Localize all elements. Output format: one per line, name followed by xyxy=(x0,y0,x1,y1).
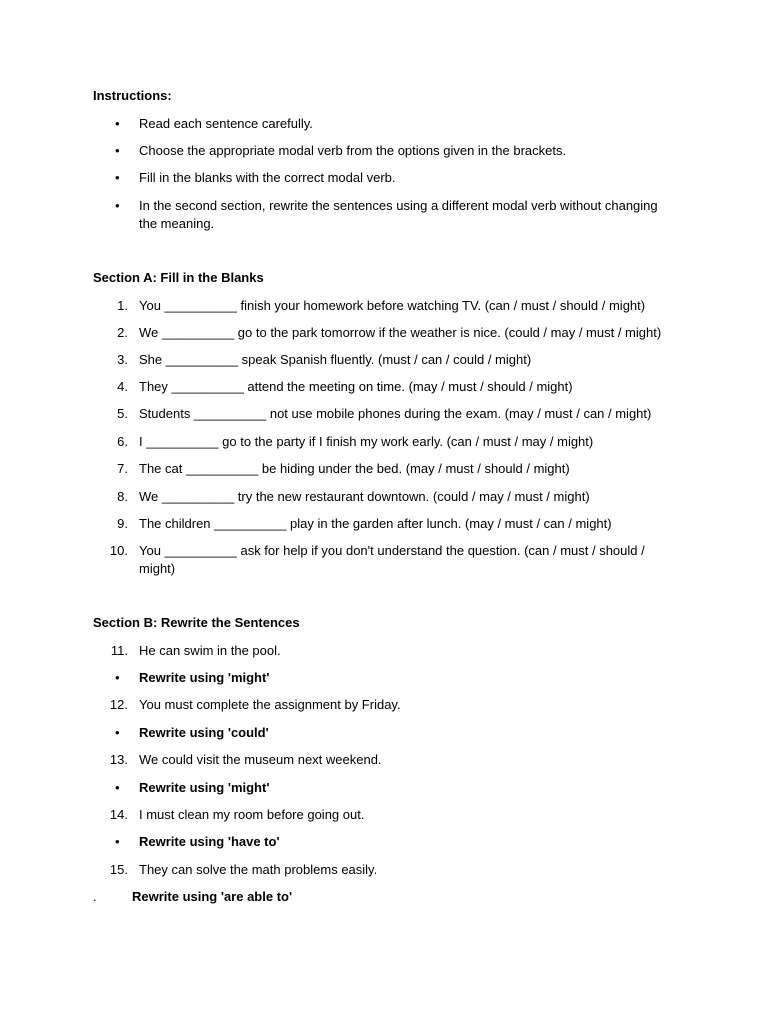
item-number: 5. xyxy=(117,406,128,421)
item-text: The children __________ play in the garden after lunch. (may / must / can / might) xyxy=(139,516,612,531)
instruction-text: Read each sentence carefully. xyxy=(139,116,313,131)
item-text: I must clean my room before going out. xyxy=(139,807,365,822)
item-number: 12. xyxy=(109,697,128,712)
marker-dot: . xyxy=(93,889,97,904)
item-number: 6. xyxy=(117,434,128,449)
bullet-icon: • xyxy=(115,780,120,795)
item-number: 9. xyxy=(117,516,128,531)
bullet-icon: • xyxy=(115,725,120,740)
rewrite-text: Rewrite using 'could' xyxy=(139,725,269,740)
item-number: 8. xyxy=(117,489,128,504)
item-number: 4. xyxy=(117,379,128,394)
instructions-heading: Instructions: xyxy=(93,88,172,103)
section-a-heading: Section A: Fill in the Blanks xyxy=(93,270,264,285)
item-text: You __________ ask for help if you don't understand the question. (can / must / should / might) xyxy=(139,543,645,576)
item-text: You __________ finish your homework before watching TV. (can / must / should / might) xyxy=(139,298,646,313)
item-number: 7. xyxy=(117,461,128,476)
bullet-icon: • xyxy=(115,834,120,849)
item-number: 11. xyxy=(110,643,128,658)
item-number: 15. xyxy=(109,862,128,877)
item-text: We __________ go to the park tomorrow if the weather is nice. (could / may / must / might) xyxy=(139,325,662,340)
item-text: We could visit the museum next weekend. xyxy=(139,752,382,767)
item-text: She __________ speak Spanish fluently. (must / can / could / might) xyxy=(139,352,532,367)
section-b-heading: Section B: Rewrite the Sentences xyxy=(93,615,300,630)
item-text: I __________ go to the party if I finish my work early. (can / must / may / might) xyxy=(139,434,594,449)
instruction-text: Choose the appropriate modal verb from the options given in the brackets. xyxy=(139,143,567,158)
item-text: We __________ try the new restaurant downtown. (could / may / must / might) xyxy=(139,489,590,504)
bullet-icon: • xyxy=(115,670,120,685)
item-text: They __________ attend the meeting on time. (may / must / should / might) xyxy=(139,379,573,394)
bullet-icon: • xyxy=(115,116,120,131)
rewrite-text: Rewrite using 'have to' xyxy=(139,834,280,849)
item-number: 2. xyxy=(117,325,128,340)
instruction-text: In the second section, rewrite the sentences using a different modal verb without changing the meaning. xyxy=(139,198,658,231)
item-number: 13. xyxy=(109,752,128,767)
item-text: You must complete the assignment by Friday. xyxy=(139,697,401,712)
rewrite-text: Rewrite using 'are able to' xyxy=(132,889,293,904)
item-text: He can swim in the pool. xyxy=(139,643,281,658)
item-text: The cat __________ be hiding under the bed. (may / must / should / might) xyxy=(139,461,570,476)
item-text: Students __________ not use mobile phones during the exam. (may / must / can / might) xyxy=(139,406,652,421)
instruction-text: Fill in the blanks with the correct modal verb. xyxy=(139,170,396,185)
rewrite-text: Rewrite using 'might' xyxy=(139,780,270,795)
item-number: 14. xyxy=(109,807,128,822)
rewrite-text: Rewrite using 'might' xyxy=(139,670,270,685)
bullet-icon: • xyxy=(115,198,120,213)
item-text: They can solve the math problems easily. xyxy=(139,862,378,877)
bullet-icon: • xyxy=(115,170,120,185)
item-number: 3. xyxy=(117,352,128,367)
item-number: 1. xyxy=(117,298,128,313)
item-number: 10. xyxy=(109,543,128,558)
bullet-icon: • xyxy=(115,143,120,158)
